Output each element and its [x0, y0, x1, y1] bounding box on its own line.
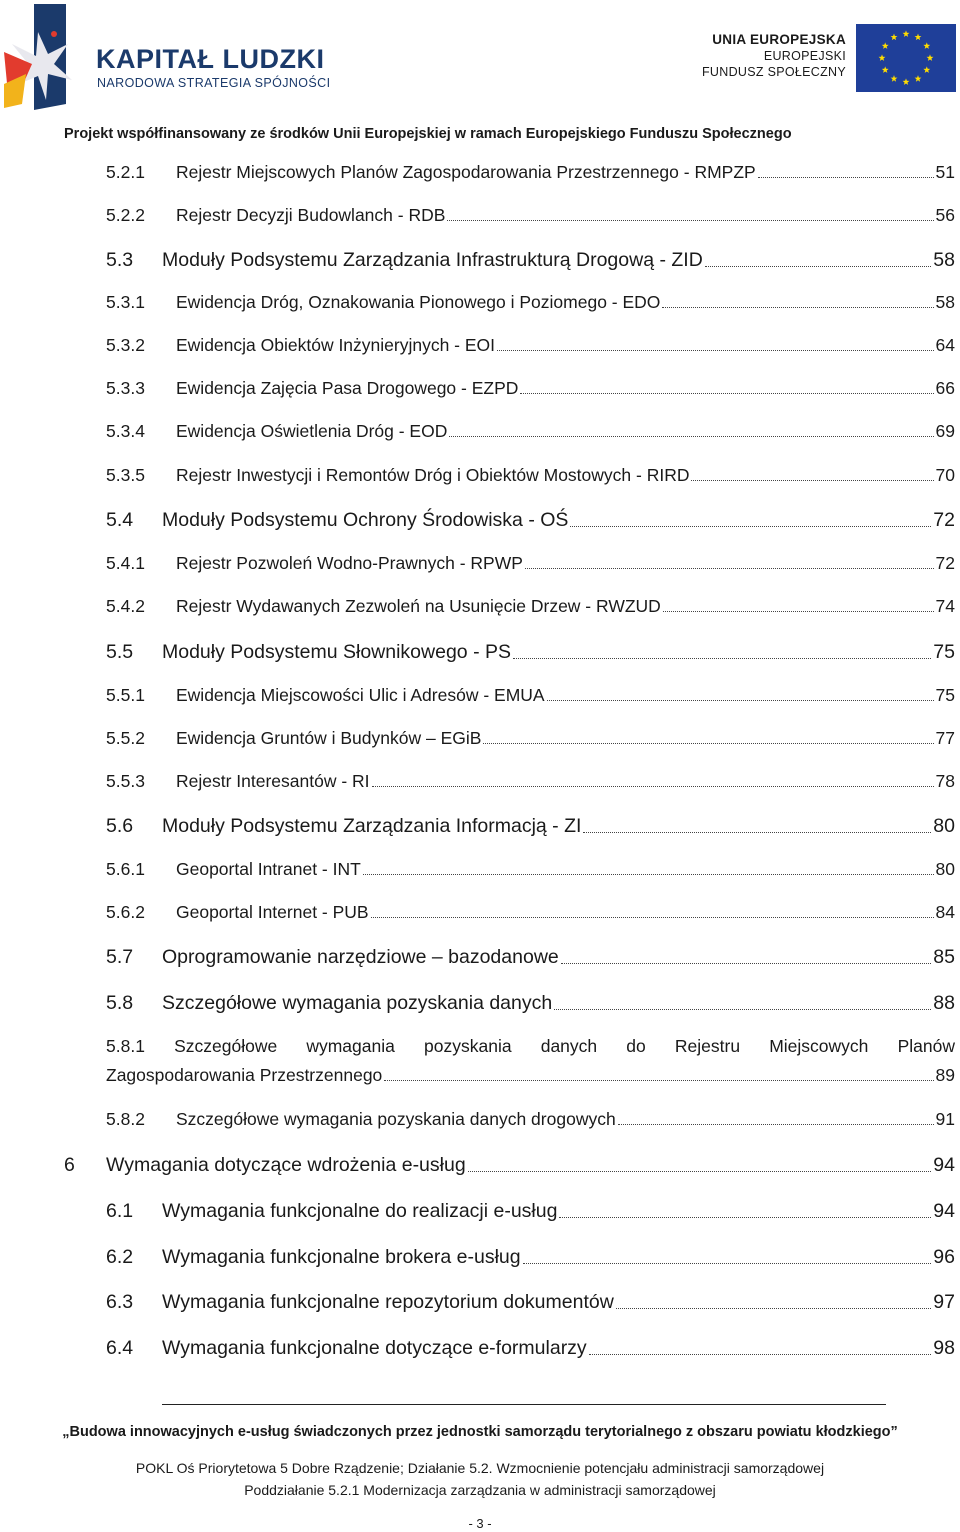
- toc-leader-dots: [561, 962, 932, 964]
- toc-entry-title: Moduły Podsystemu Ochrony Środowiska - OŚ: [162, 509, 569, 531]
- toc-entry-page: 64: [935, 335, 955, 355]
- toc-entry-title: Ewidencja Zajęcia Pasa Drogowego - EZPD: [176, 378, 519, 398]
- toc-entry-title: Szczegółowe wymagania pozyskania danych: [162, 992, 553, 1014]
- eu-logo-line2: EUROPEJSKI: [763, 49, 846, 63]
- toc-entry-page: 70: [935, 465, 955, 485]
- toc-leader-dots: [583, 831, 931, 833]
- toc-entry-5-8-1-line1: [106, 1036, 955, 1057]
- toc-leader-dots: [372, 785, 934, 787]
- toc-leader-dots: [363, 873, 934, 875]
- toc-entry-number: 5.6: [106, 815, 134, 837]
- toc-entry[interactable]: [106, 465, 955, 486]
- toc-leader-dots: [662, 306, 933, 308]
- toc-entry-number: 5.6.2: [106, 902, 145, 922]
- toc-entry-title-word: Planów: [897, 1036, 955, 1056]
- toc-entry-page: 89: [935, 1065, 955, 1085]
- toc-entry-page: 58: [935, 292, 955, 312]
- toc-entry-number: 5.8.1: [106, 1036, 145, 1056]
- toc-entry-title-word: pozyskania: [424, 1036, 512, 1056]
- toc-entry-number: 6: [64, 1154, 75, 1176]
- eu-flag-icon: [856, 24, 956, 92]
- toc-entry-number: 5.3: [106, 249, 134, 271]
- toc-entry-title: Wymagania dotyczące wdrożenia e-usług: [106, 1154, 466, 1176]
- toc-entry-title: Rejestr Inwestycji i Remontów Dróg i Obiektów Mostowych - RIRD: [176, 465, 690, 485]
- toc-entry[interactable]: [106, 992, 955, 1015]
- toc-entry-page: 51: [935, 162, 955, 182]
- toc-entry[interactable]: [106, 771, 955, 792]
- toc-entry-title: Wymagania funkcjonalne dotyczące e-formularzy: [162, 1337, 587, 1359]
- toc-entry-title: Wymagania funkcjonalne brokera e-usług: [162, 1246, 521, 1268]
- toc-entry-title: Ewidencja Oświetlenia Dróg - EOD: [176, 421, 448, 441]
- toc-entry-title: Szczegółowe wymagania pozyskania danych drogowych: [176, 1109, 616, 1129]
- toc-entry-number: 5.5: [106, 641, 134, 663]
- toc-entry[interactable]: [106, 1109, 955, 1130]
- toc-entry-number: 5.4.1: [106, 553, 145, 573]
- toc-leader-dots: [483, 742, 933, 744]
- toc-entry-title-word: wymagania: [306, 1036, 395, 1056]
- toc-entry-page: 75: [935, 685, 955, 705]
- toc-entry[interactable]: [106, 378, 955, 399]
- toc-entry-title: Ewidencja Obiektów Inżynieryjnych - EOI: [176, 335, 496, 355]
- eu-logo-line1: UNIA EUROPEJSKA: [712, 32, 846, 47]
- toc-entry[interactable]: [106, 728, 955, 749]
- toc-entry-title-word: danych: [540, 1036, 598, 1056]
- toc-entry[interactable]: [106, 335, 955, 356]
- toc-entry-page: 58: [933, 249, 955, 271]
- toc-entry[interactable]: [106, 553, 955, 574]
- toc-entry-number: 5.3.1: [106, 292, 145, 312]
- toc-entry-number: 5.5.2: [106, 728, 145, 748]
- toc-entry-page: 69: [935, 421, 955, 441]
- toc-entry-page: 66: [935, 378, 955, 398]
- toc-entry-page: 75: [933, 641, 955, 663]
- toc-entry[interactable]: [106, 641, 955, 664]
- toc-entry-number: 5.5.1: [106, 685, 145, 705]
- toc-entry-title: Rejestr Miejscowych Planów Zagospodarowania Przestrzennego - RMPZP: [176, 162, 756, 182]
- toc-leader-dots: [758, 176, 934, 178]
- toc-entry[interactable]: [106, 1200, 955, 1223]
- toc-entry-page: 85: [933, 946, 955, 968]
- toc-entry-5-8-1-line2: [106, 1065, 955, 1086]
- toc-leader-dots: [559, 1216, 931, 1218]
- footer-project-title: „Budowa innowacyjnych e-usług świadczonych przez jednostki samorządu terytorialnego z obszaru powiatu kłodzkiego”: [62, 1424, 898, 1440]
- toc-entry-title: Moduły Podsystemu Słownikowego - PS: [162, 641, 511, 663]
- toc-entry-title: Rejestr Pozwoleń Wodno-Prawnych - RPWP: [176, 553, 523, 573]
- toc-entry-title: Rejestr Interesantów - RI: [176, 771, 370, 791]
- toc-entry[interactable]: [106, 421, 955, 442]
- toc-leader-dots: [468, 1170, 932, 1172]
- footer-priority-line: POKL Oś Priorytetowa 5 Dobre Rządzenie; Działanie 5.2. Wzmocnienie potencjału administracji samorządowej: [135, 1460, 825, 1476]
- toc-entry-title: Moduły Podsystemu Zarządzania Infrastrukturą Drogową - ZID: [162, 249, 703, 271]
- toc-leader-dots: [525, 567, 934, 569]
- toc-entry-title: Ewidencja Gruntów i Budynków – EGiB: [176, 728, 482, 748]
- toc-entry-title: Ewidencja Dróg, Oznakowania Pionowego i Poziomego - EDO: [176, 292, 661, 312]
- toc-entry-title-word: Szczegółowe: [174, 1036, 278, 1056]
- toc-entry-title-continued: Zagospodarowania Przestrzennego: [106, 1065, 383, 1085]
- toc-leader-dots: [513, 657, 931, 659]
- project-funding-line: Projekt współfinansowany ze środków Unii Europejskiej w ramach Europejskiego Funduszu Społecznego: [64, 126, 792, 142]
- toc-entry-number: 5.7: [106, 946, 134, 968]
- toc-leader-dots: [691, 479, 933, 481]
- toc-entry-page: 91: [935, 1109, 955, 1129]
- toc-entry-page: 77: [935, 728, 955, 748]
- toc-entry[interactable]: [106, 205, 955, 226]
- toc-entry[interactable]: [64, 1154, 955, 1177]
- toc-entry-page: 96: [933, 1246, 955, 1268]
- toc-entry-page: 98: [933, 1337, 955, 1359]
- toc-entry-title: Geoportal Internet - PUB: [176, 902, 369, 922]
- toc-entry[interactable]: [106, 902, 955, 923]
- toc-entry[interactable]: [106, 292, 955, 313]
- toc-entry-number: 5.2.1: [106, 162, 145, 182]
- kapital-ludzki-subtitle: NARODOWA STRATEGIA SPÓJNOŚCI: [97, 76, 331, 90]
- toc-entry[interactable]: [106, 162, 955, 183]
- toc-entry-number: 5.3.2: [106, 335, 145, 355]
- toc-entry[interactable]: [106, 1291, 955, 1314]
- toc-entry-page: 72: [935, 553, 955, 573]
- toc-entry-number: 5.8: [106, 992, 134, 1014]
- page-number: - 3 -: [468, 1516, 492, 1531]
- toc-leader-dots: [447, 219, 933, 221]
- toc-entry-title-word: do: [626, 1036, 646, 1056]
- toc-leader-dots: [589, 1353, 932, 1355]
- toc-entry[interactable]: [106, 1246, 955, 1269]
- toc-leader-dots: [663, 610, 934, 612]
- toc-leader-dots: [497, 349, 934, 351]
- toc-entry-title: Rejestr Decyzji Budowlanch - RDB: [176, 205, 446, 225]
- toc-entry-title-word: Rejestru: [674, 1036, 741, 1056]
- kapital-ludzki-logo: [4, 4, 334, 110]
- toc-entry-number: 5.6.1: [106, 859, 145, 879]
- toc-entry-number: 6.2: [106, 1246, 134, 1268]
- eu-logo-line3: FUNDUSZ SPOŁECZNY: [701, 65, 846, 79]
- toc-entry-page: 94: [933, 1154, 955, 1176]
- toc-leader-dots: [384, 1079, 933, 1081]
- toc-entry-number: 5.4: [106, 509, 134, 531]
- toc-entry-number: 5.3.5: [106, 465, 145, 485]
- toc-entry-number: 5.4.2: [106, 596, 145, 616]
- toc-leader-dots: [520, 392, 933, 394]
- eu-logo: [700, 24, 956, 94]
- toc-entry-5-8-1[interactable]: [106, 1036, 955, 1086]
- toc-entry-page: 94: [933, 1200, 955, 1222]
- toc-leader-dots: [449, 435, 933, 437]
- toc-entry[interactable]: [106, 1337, 955, 1360]
- toc-entry[interactable]: [106, 859, 955, 880]
- toc-entry-title: Oprogramowanie narzędziowe – bazodanowe: [162, 946, 559, 968]
- toc-leader-dots: [616, 1307, 931, 1309]
- toc-entry-number: 5.5.3: [106, 771, 145, 791]
- toc-leader-dots: [618, 1123, 934, 1125]
- toc-entry-page: 72: [933, 509, 955, 531]
- toc-entry-page: 80: [933, 815, 955, 837]
- toc-entry-title: Ewidencja Miejscowości Ulic i Adresów - EMUA: [176, 685, 545, 705]
- toc-entry-page: 80: [935, 859, 955, 879]
- toc-entry-title-word: Miejscowych: [769, 1036, 869, 1056]
- toc-entry[interactable]: [106, 249, 955, 272]
- footer-rule: [162, 1404, 886, 1405]
- toc-entry[interactable]: [106, 815, 955, 838]
- toc-leader-dots: [570, 525, 931, 527]
- toc-entry-page: 97: [933, 1291, 955, 1313]
- toc-leader-dots: [371, 916, 934, 918]
- toc-entry[interactable]: [106, 685, 955, 706]
- toc-entry-title: Moduły Podsystemu Zarządzania Informacją - ZI: [162, 815, 582, 837]
- toc-leader-dots: [547, 699, 934, 701]
- toc-entry[interactable]: [106, 596, 955, 617]
- toc-leader-dots: [523, 1262, 932, 1264]
- toc-entry-title: Wymagania funkcjonalne repozytorium dokumentów: [162, 1291, 614, 1313]
- toc-entry-number: 5.8.2: [106, 1109, 145, 1129]
- toc-entry-title: Geoportal Intranet - INT: [176, 859, 361, 879]
- toc-entry[interactable]: [106, 509, 955, 532]
- footer-subaction-line: Poddziałanie 5.2.1 Modernizacja zarządzania w administracji samorządowej: [244, 1482, 716, 1498]
- toc-entry-number: 5.2.2: [106, 205, 145, 225]
- toc-entry-title: Wymagania funkcjonalne do realizacji e-usług: [162, 1200, 558, 1222]
- toc-entry-title: Rejestr Wydawanych Zezwoleń na Usunięcie Drzew - RWZUD: [176, 596, 661, 616]
- toc-entry-number: 6.1: [106, 1200, 134, 1222]
- kapital-ludzki-title: KAPITAŁ LUDZKI: [96, 44, 325, 74]
- toc-entry-page: 78: [935, 771, 955, 791]
- toc-entry-number: 6.4: [106, 1337, 134, 1359]
- toc-leader-dots: [705, 265, 932, 267]
- toc-leader-dots: [554, 1008, 931, 1010]
- toc-entry-number: 5.3.4: [106, 421, 145, 441]
- toc-entry-number: 5.3.3: [106, 378, 145, 398]
- toc-entry-number: 6.3: [106, 1291, 134, 1313]
- toc-entry-page: 56: [935, 205, 955, 225]
- kapital-ludzki-star-logo-icon: [4, 4, 94, 110]
- toc-entry-page: 74: [935, 596, 955, 616]
- toc-entry[interactable]: [106, 946, 955, 969]
- toc-entry-page: 84: [935, 902, 955, 922]
- toc-entry-page: 88: [933, 992, 955, 1014]
